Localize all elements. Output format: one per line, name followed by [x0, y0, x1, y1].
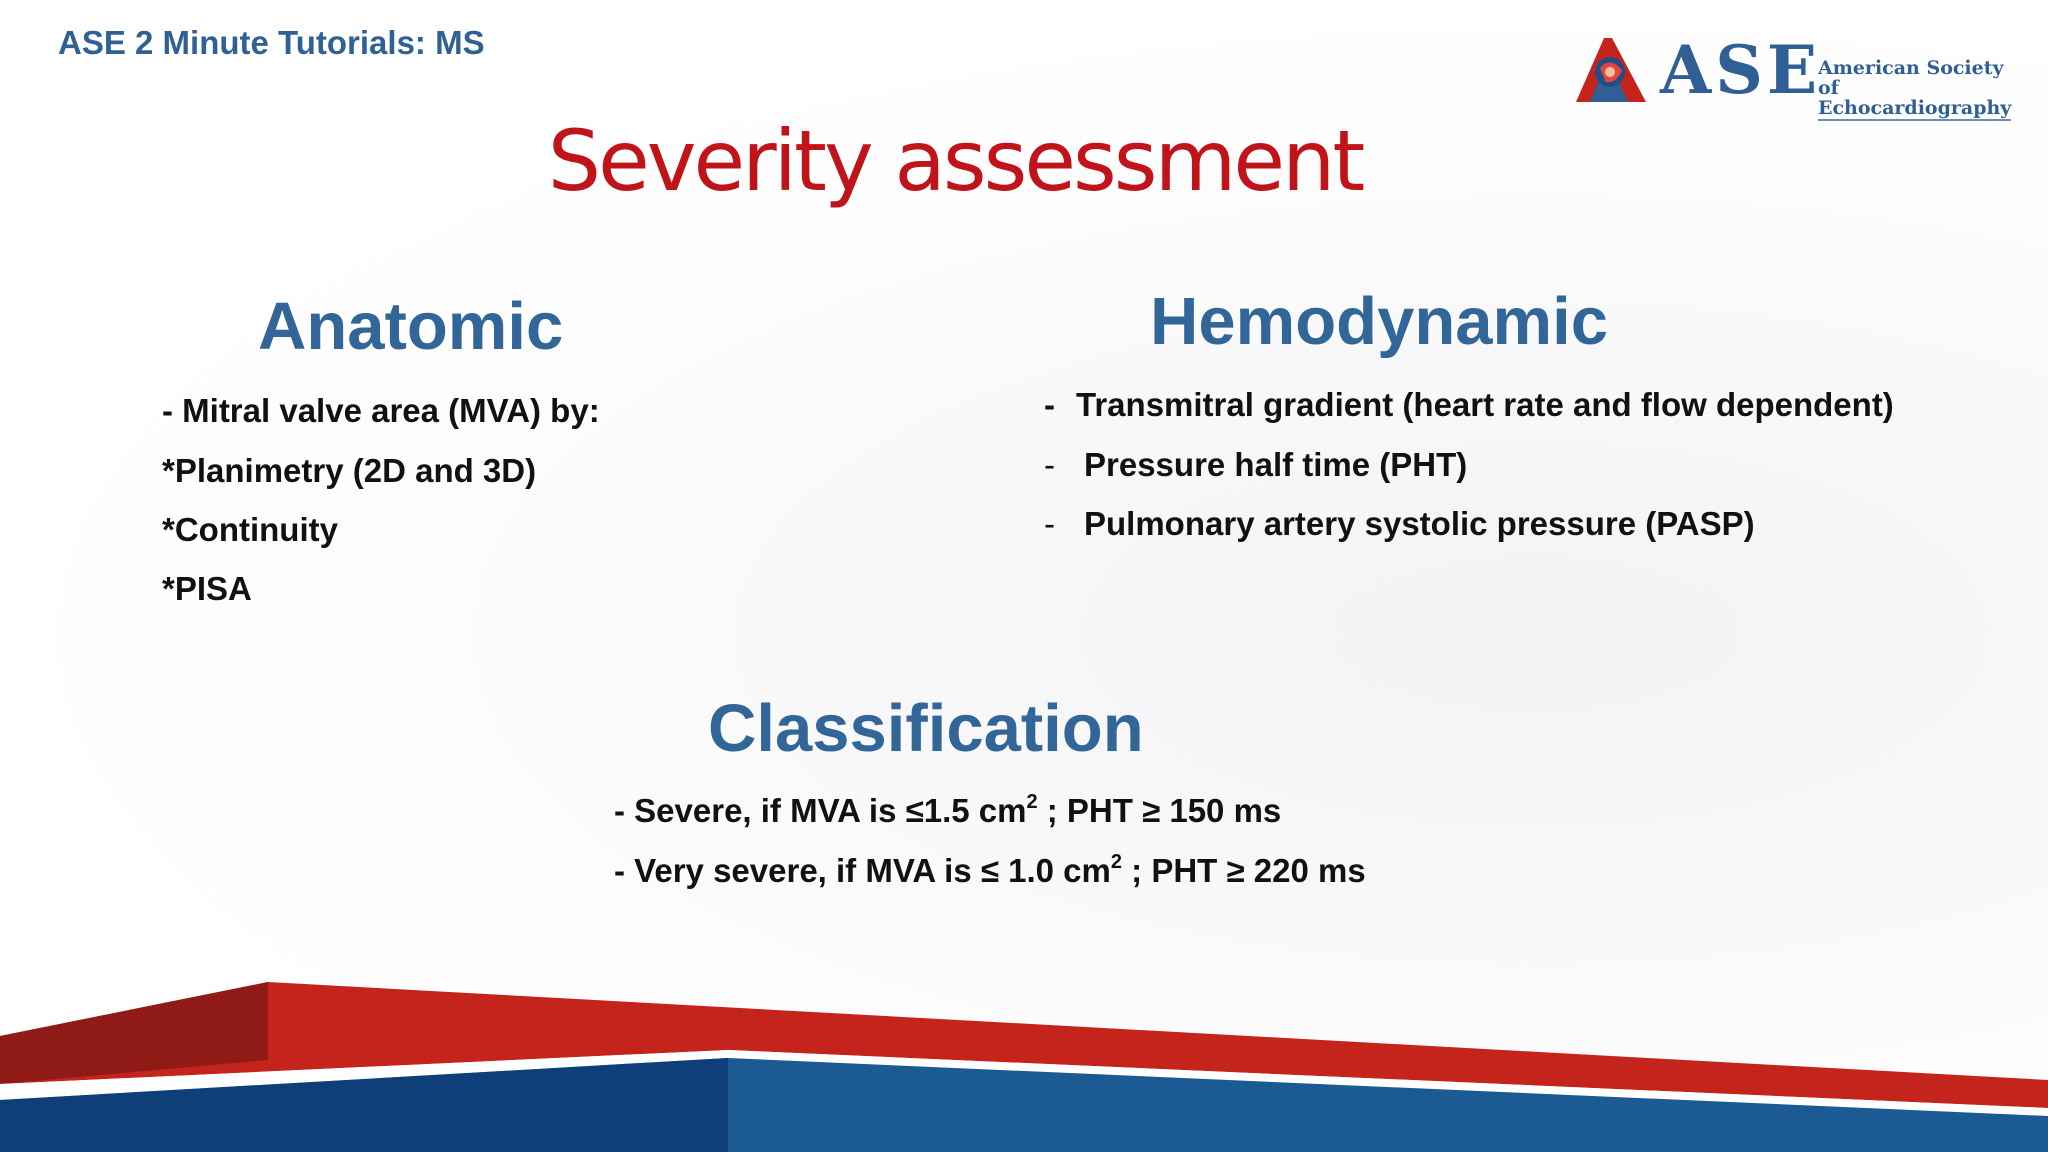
anatomic-item: *PISA — [162, 570, 252, 607]
anatomic-item: *Continuity — [162, 511, 338, 548]
bullet-dash: - — [1044, 505, 1055, 542]
logo-abbrev: ASE — [1660, 31, 1822, 109]
hemodynamic-item: Pulmonary artery systolic pressure (PASP) — [1084, 505, 1755, 542]
anatomic-item: *Planimetry (2D and 3D) — [162, 452, 537, 489]
logo-line-1: American Society of — [1818, 57, 2004, 99]
hemodynamic-item: Transmitral gradient (heart rate and flow dependent) — [1076, 386, 1894, 423]
hemodynamic-item: Pressure half time (PHT) — [1084, 446, 1468, 483]
logo-line-2: Echocardiography — [1818, 97, 2012, 119]
severe-text: - Severe, if MVA is ≤1.5 cm — [614, 792, 1027, 829]
severe-pht: ; PHT ≥ 150 ms — [1037, 792, 1282, 829]
anatomic-item: - Mitral valve area (MVA) by: — [162, 392, 600, 429]
hemodynamic-heading: Hemodynamic — [1150, 284, 1608, 359]
anatomic-heading: Anatomic — [258, 289, 564, 364]
very-severe-text: - Very severe, if MVA is ≤ 1.0 cm — [614, 852, 1111, 889]
very-severe-pht: ; PHT ≥ 220 ms — [1122, 852, 1366, 889]
superscript: 2 — [1110, 851, 1122, 873]
slide-title: Severity assessment — [547, 112, 1363, 210]
bullet-dash: - — [1044, 386, 1055, 423]
superscript: 2 — [1026, 791, 1038, 813]
bullet-dash: - — [1044, 446, 1055, 483]
classification-heading: Classification — [708, 691, 1144, 766]
series-title: ASE 2 Minute Tutorials: MS — [58, 24, 485, 61]
